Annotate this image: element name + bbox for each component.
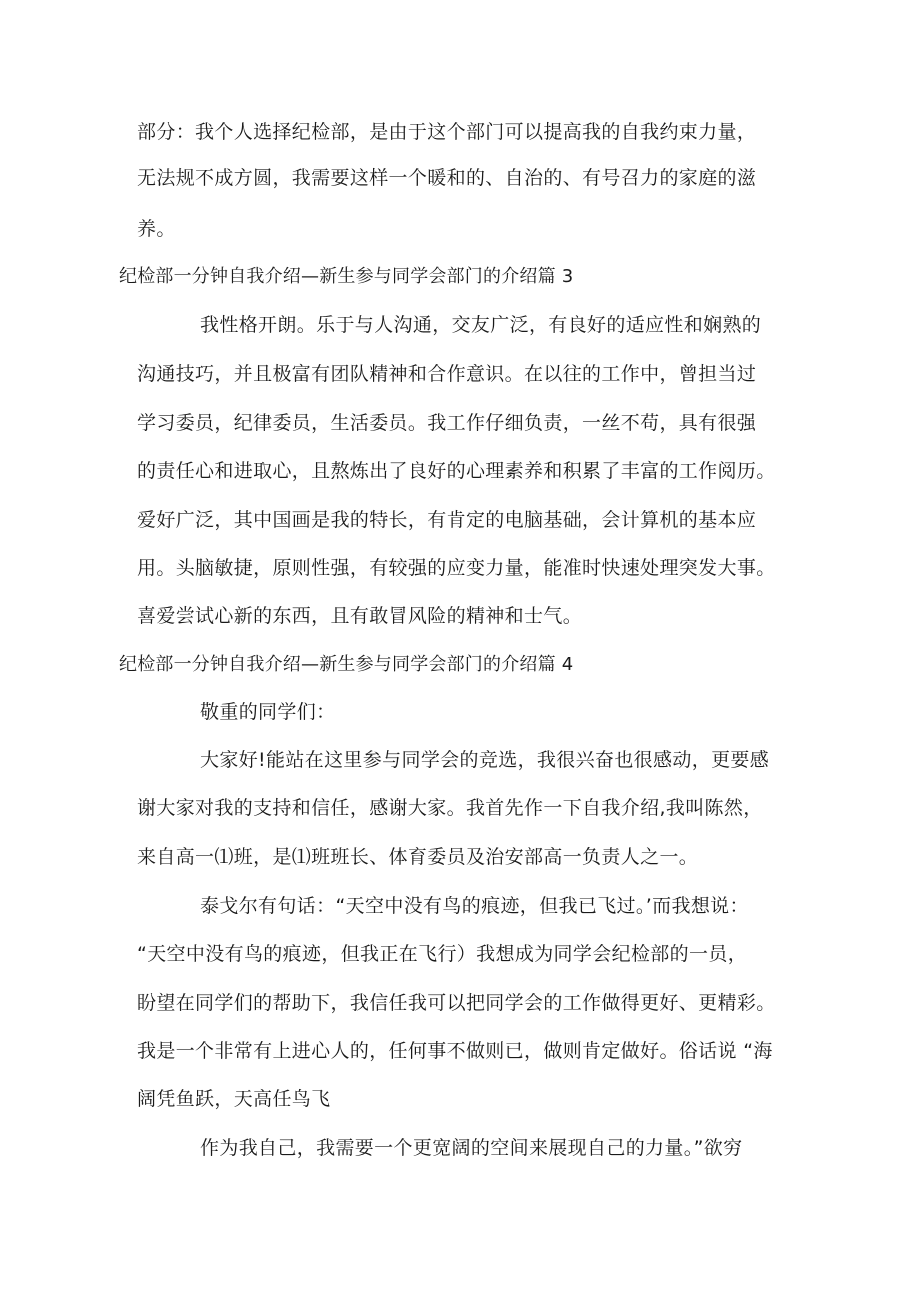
text-line: 沟通技巧，并且极富有团队精神和合作意识。在以往的工作中，曾担当过 (137, 363, 757, 385)
text-line: 阔凭鱼跃，天高任鸟飞 (137, 1088, 331, 1110)
text-line: 部分：我个人选择纪检部，是由于这个部门可以提高我的自我约束力量， (137, 121, 757, 143)
text-line: 泰戈尔有句话：“天空中没有鸟的痕迹，但我已飞过。’而我想说： (200, 895, 749, 917)
section-heading: 纪检部一分钟自我介绍—新生参与同学会部门的介绍篇 4 (119, 654, 574, 675)
text-line: 喜爱尝试心新的东西，且有敢冒风险的精神和士气。 (137, 605, 583, 627)
text-line: 的责任心和进取心，且熬炼出了良好的心理素养和积累了丰富的工作阅历。 (137, 460, 776, 482)
section-heading: 纪检部一分钟自我介绍—新生参与同学会部门的介绍篇 3 (119, 266, 574, 287)
text-line: 我性格开朗。乐于与人沟通，交友广泛，有良好的适应性和娴熟的 (200, 314, 762, 336)
text-line: 敬重的同学们： (200, 701, 336, 723)
text-line: 养。 (137, 218, 176, 240)
text-line: 用。头脑敏捷，原则性强，有较强的应变力量，能准时快速处理突发大事。 (137, 557, 776, 579)
text-line: 来自高一⑴班，是⑴班班长、体育委员及治安部高一负责人之一。 (137, 846, 699, 868)
text-line: 我是一个非常有上进心人的，任何事不做则已，做则肯定做好。俗话说 “海 (137, 1040, 773, 1062)
text-line: 学习委员，纪律委员，生活委员。我工作仔细负责，一丝不苟，具有很强 (137, 412, 757, 434)
text-line: “天空中没有鸟的痕迹，但我正在飞行）我想成为同学会纪检部的一员， (137, 943, 748, 965)
text-line: 盼望在同学们的帮助下，我信任我可以把同学会的工作做得更好、更精彩。 (137, 992, 776, 1014)
text-line: 大家好!能站在这里参与同学会的竞选，我很兴奋也很感动，更要感 (200, 749, 770, 771)
text-line: 谢大家对我的支持和信任，感谢大家。我首先作一下自我介绍,我叫陈然， (137, 797, 763, 819)
text-line: 爱好广泛，其中国画是我的特长，有肯定的电脑基础，会计算机的基本应 (137, 509, 757, 531)
text-line: 作为我自己，我需要一个更宽阔的空间来展现自己的力量。”欲穷 (200, 1137, 743, 1159)
text-line: 无法规不成方圆，我需要这样一个暖和的、自治的、有号召力的家庭的滋 (137, 167, 757, 189)
